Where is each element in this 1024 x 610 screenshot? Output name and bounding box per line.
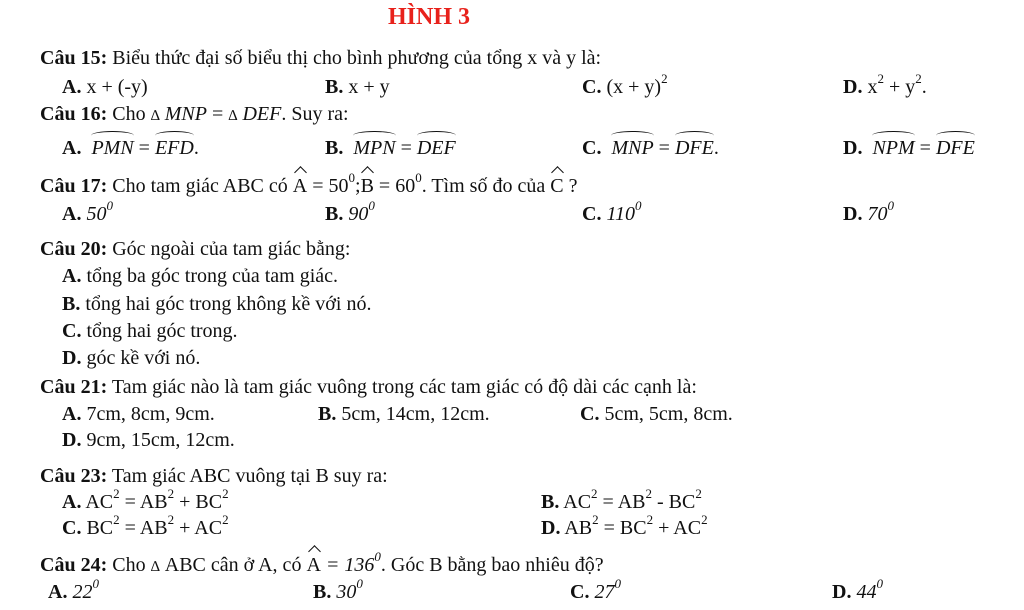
option-text: x + y [348, 76, 390, 98]
option-text: $50^0$ [86, 198, 113, 225]
option-letter: D. [541, 517, 561, 539]
option-text: $AC^2 = AB^2 + BC^2$ [85, 486, 229, 513]
question-label: Câu 23: [40, 465, 108, 487]
q21-option-c[interactable] [580, 402, 733, 426]
question-label: Câu 20: [40, 238, 108, 260]
option-text: $27^0$ [594, 576, 621, 603]
option-text: $90^0$ [348, 198, 375, 225]
option-text: 7cm, 8cm, 9cm. [86, 403, 215, 425]
option-letter: D. [843, 76, 863, 98]
question-label: Câu 17: [40, 175, 108, 197]
q23-option-a[interactable] [62, 486, 229, 514]
question-text: Tam giác ABC vuông tại B suy ra: [111, 465, 388, 487]
q16-option-d[interactable]: D. NPM = DFE [843, 137, 975, 159]
q21-option-d[interactable] [62, 428, 235, 452]
page-title: HÌNH 3 [388, 4, 471, 30]
option-text: tổng ba góc trong của tam giác. [86, 265, 339, 287]
option-text: $22^0$ [72, 576, 99, 603]
question-label: Câu 16: [40, 103, 108, 125]
option-letter: D. [62, 347, 82, 369]
q24-option-a[interactable] [48, 576, 99, 604]
option-text: góc kề với nó. [86, 347, 201, 369]
angle-a: A [306, 554, 321, 576]
option-letter: B. [325, 76, 344, 98]
option-letter: B. [318, 403, 337, 425]
q16-option-a[interactable]: A. PMN = EFD. [62, 137, 199, 159]
q20-option-a[interactable] [62, 264, 338, 288]
option-letter: B. [325, 203, 344, 225]
question-24: Câu 24: Cho ∆ ABC cân ở A, có $A = 136^0$. Góc B bằng bao nhiêu độ? [40, 549, 604, 576]
option-letter: D. [843, 137, 863, 159]
option-letter: C. [582, 76, 602, 98]
question-label: Câu 24: [40, 554, 108, 576]
question-text: Góc ngoài của tam giác bằng: [112, 238, 351, 260]
option-letter: A. [62, 265, 82, 287]
angle-left: MPN [353, 137, 396, 159]
option-text: $110^0$ [606, 198, 642, 225]
option-letter: B. [62, 293, 81, 315]
option-letter: C. [582, 137, 602, 159]
angle-right: EFD [154, 137, 194, 159]
angle-right: DFE [935, 137, 975, 159]
q24-option-c[interactable] [570, 576, 621, 604]
angle-left: NPM [872, 137, 915, 159]
angle-b: B [360, 175, 374, 197]
question-16: Câu 16: Cho ∆ MNP = ∆ DEF. Suy ra: [40, 103, 349, 125]
option-letter: B. [325, 137, 344, 159]
angle-left: MNP [611, 137, 654, 159]
option-text: tổng hai góc trong không kề với nó. [85, 293, 372, 315]
question-23 [40, 464, 388, 488]
option-letter: D. [62, 429, 82, 451]
option-text: $x^2 + y^2$. [867, 71, 927, 98]
option-letter: A. [62, 403, 82, 425]
option-text: x + (-y) [86, 76, 148, 98]
q17-option-b[interactable] [325, 198, 375, 226]
q15-option-c[interactable] [582, 71, 668, 99]
option-letter: A. [62, 491, 82, 513]
triangle-symbol: ∆ [150, 108, 160, 124]
q16-option-b[interactable]: B. MPN = DEF [325, 137, 456, 159]
option-letter: D. [832, 581, 852, 603]
angle-left: PMN [91, 137, 134, 159]
option-text: tổng hai góc trong. [86, 320, 238, 342]
option-letter: A. [62, 137, 82, 159]
angle-a: A [292, 175, 308, 197]
option-text: $70^0$ [867, 198, 894, 225]
question-20 [40, 237, 350, 261]
q24-option-d[interactable] [832, 576, 883, 604]
q15-option-a[interactable] [62, 75, 148, 99]
question-label: Câu 15: [40, 47, 108, 69]
option-letter: A. [62, 203, 82, 225]
option-letter: A. [62, 76, 82, 98]
option-letter: B. [541, 491, 560, 513]
option-letter: A. [48, 581, 68, 603]
q17-option-d[interactable] [843, 198, 894, 226]
question-label: Câu 21: [40, 376, 108, 398]
option-letter: B. [313, 581, 332, 603]
option-letter: C. [570, 581, 590, 603]
q17-option-a[interactable] [62, 198, 113, 226]
angle-right: DFE [674, 137, 714, 159]
q15-option-b[interactable] [325, 75, 390, 99]
option-letter: C. [582, 203, 602, 225]
option-text: 5cm, 14cm, 12cm. [341, 403, 490, 425]
question-17: Câu 17: Cho tam giác ABC có $A = 50^0;B = 60^0$. Tìm số đo của C ? [40, 170, 578, 197]
option-text: 9cm, 15cm, 12cm. [86, 429, 235, 451]
q20-option-d[interactable] [62, 346, 200, 370]
q16-option-c[interactable]: C. MNP = DFE. [582, 137, 719, 159]
option-text: (x + y) [606, 76, 662, 98]
q23-option-b[interactable] [541, 486, 702, 514]
option-text: $AB^2 = BC^2 + AC^2$ [564, 512, 708, 539]
q24-option-b[interactable] [313, 576, 363, 604]
option-text: $30^0$ [336, 576, 363, 603]
angle-c: C [550, 175, 564, 197]
option-text: $44^0$ [856, 576, 883, 603]
q15-option-d[interactable] [843, 71, 927, 99]
q21-option-b[interactable] [318, 402, 490, 426]
triangle-symbol: ∆ [228, 108, 238, 124]
option-text: 5cm, 5cm, 8cm. [604, 403, 733, 425]
q23-option-d[interactable] [541, 512, 708, 540]
option-text: $AC^2 = AB^2 - BC^2$ [563, 486, 702, 513]
q17-option-c[interactable] [582, 198, 642, 226]
question-15 [40, 46, 601, 70]
q21-option-a[interactable] [62, 402, 215, 426]
exponent: 2 [661, 71, 668, 87]
question-text: Biểu thức đại số biểu thị cho bình phương của tổng x và y là: [112, 47, 602, 69]
option-letter: D. [843, 203, 863, 225]
option-text: $BC^2 = AB^2 + AC^2$ [86, 512, 229, 539]
option-letter: C. [580, 403, 600, 425]
question-21 [40, 375, 697, 399]
option-letter: C. [62, 517, 82, 539]
triangle-symbol: ∆ [150, 559, 160, 575]
angle-right: DEF [416, 137, 456, 159]
q20-option-c[interactable] [62, 319, 238, 343]
q23-option-c[interactable] [62, 512, 229, 540]
option-letter: C. [62, 320, 82, 342]
question-text: Tam giác nào là tam giác vuông trong các tam giác có độ dài các cạnh là: [111, 376, 697, 398]
q20-option-b[interactable] [62, 292, 371, 316]
